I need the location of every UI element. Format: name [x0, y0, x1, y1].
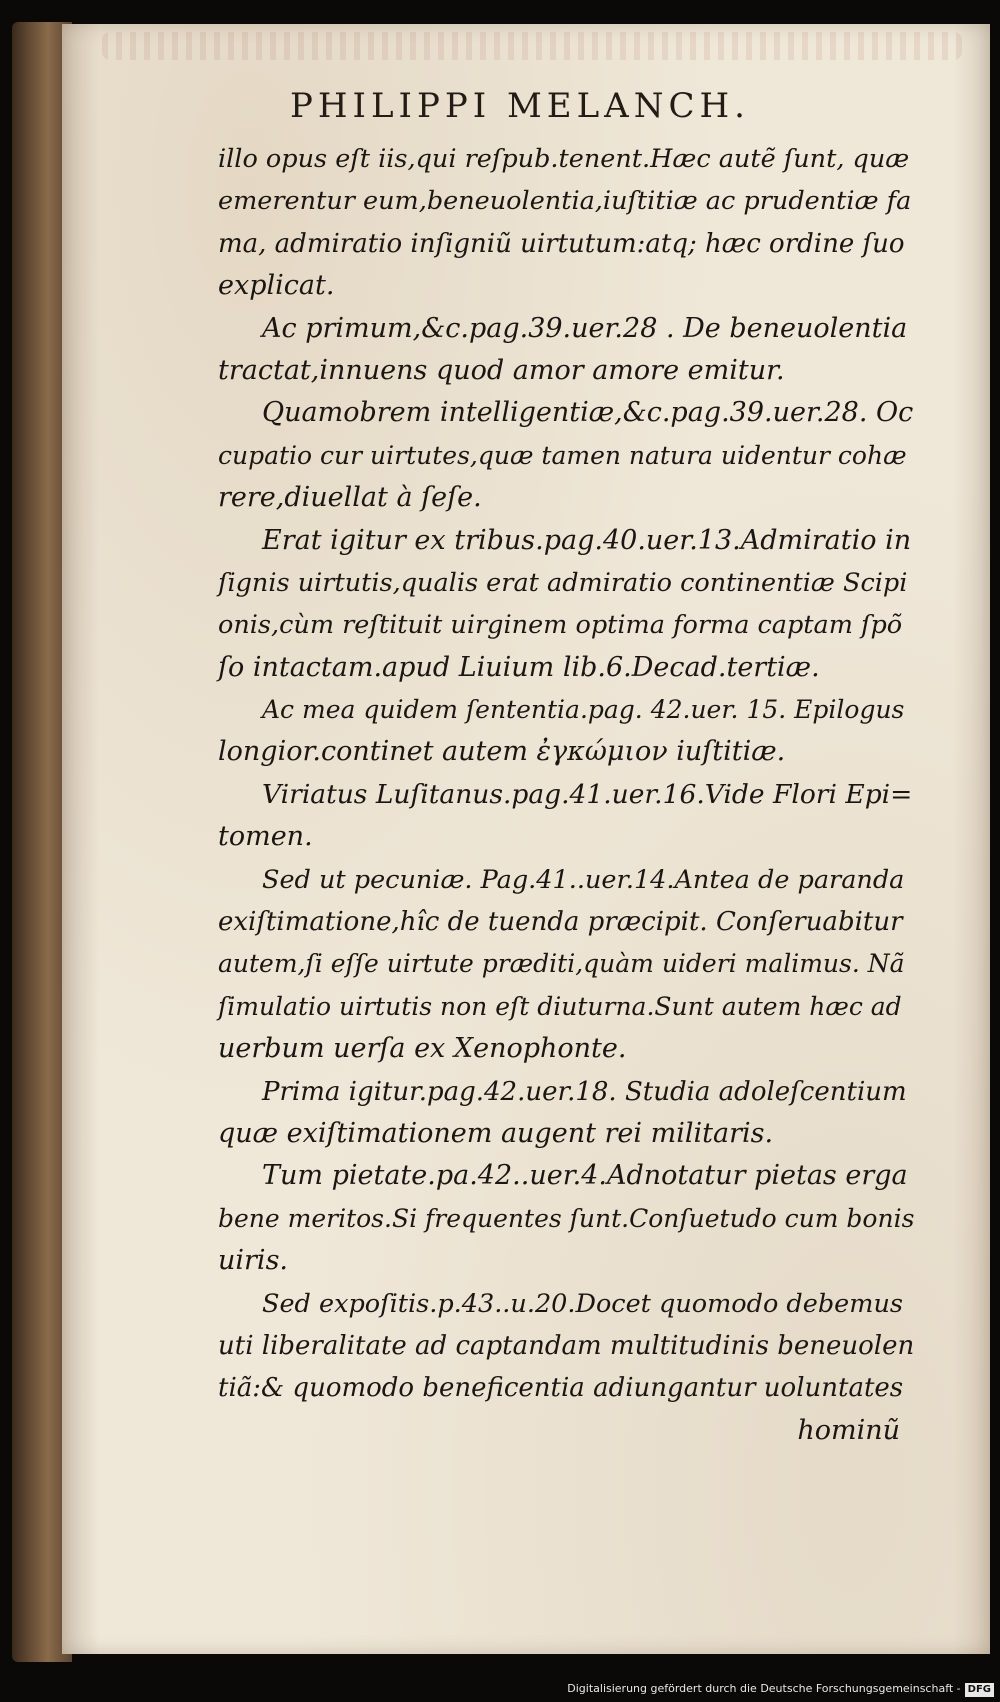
text-line: tomen.	[218, 821, 313, 853]
text-line: quæ exiſtimationem augent rei militaris.	[218, 1117, 774, 1149]
text-line: Viriatus Luſitanus.pag.41.uer.16.Vide Flori Epi=	[262, 778, 913, 810]
text-line: Sed ut pecuniæ. Pag.41..uer.14.Antea de paranda	[262, 864, 905, 895]
text-line: onis,cùm reſtituit uirginem optima forma captam ſpõ	[218, 610, 903, 641]
text-line: uti liberalitate ad captandam multitudinis beneuolen	[218, 1330, 915, 1361]
text-line: cupatio cur uirtutes,quæ tamen natura uidentur cohæ	[218, 440, 907, 470]
text-line: Tum pietate.pa.42..uer.4.Adnotatur pietas erga	[262, 1160, 908, 1192]
digitization-credit	[0, 1682, 994, 1698]
text-line: Prima igitur.pag.42.uer.18. Studia adoleſcentium	[262, 1076, 907, 1107]
text-line: rere,diuellat à ſeſe.	[218, 482, 482, 514]
text-line: Ac primum,&c.pag.39.uer.28 . De beneuolentia	[262, 312, 908, 344]
text-line: emerentur eum,beneuolentia,iuſtitiæ ac prudentiæ fa	[218, 186, 912, 217]
text-line: uiris.	[218, 1245, 289, 1277]
text-line: Quamobrem intelligentiæ,&c.pag.39.uer.28. Oc	[262, 397, 914, 429]
text-line: hominũ	[797, 1414, 900, 1446]
text-line: ma, admiratio inſigniũ uirtutum:atq; hæc ordine ſuo	[218, 228, 905, 259]
page-stain	[102, 32, 962, 60]
text-line: Ac mea quidem ſententia.pag. 42.uer. 15. Epilogus	[262, 695, 905, 725]
text-line: ſimulatio uirtutis non eſt diuturna.Sunt autem hæc ad	[218, 991, 902, 1021]
text-line: tiã:& quomodo beneficentia adiungantur uoluntates	[218, 1373, 904, 1404]
text-line: autem,ſi eſſe uirtute præditi,quàm uideri malimus. Nã	[218, 949, 905, 979]
text-line: tractat,innuens quod amor amore emitur.	[218, 354, 785, 386]
credit-text: Digitalisierung gefördert durch die Deutsche Forschungsgemeinschaft -	[567, 1682, 961, 1695]
text-line: ſignis uirtutis,qualis erat admiratio continentiæ Scipi	[218, 567, 908, 598]
body-text	[218, 138, 914, 1452]
text-line: longior.continet autem ἐγκώμιον iuſtitiæ.	[218, 736, 786, 768]
text-line: Erat igitur ex tribus.pag.40.uer.13.Admiratio in	[262, 524, 912, 556]
text-line: illo opus eſt iis,qui reſpub.tenent.Hæc autẽ ſunt, quæ	[218, 144, 910, 174]
text-line: Sed expoſitis.p.43..u.20.Docet quomodo debemus	[262, 1288, 903, 1319]
dfg-logo: DFG	[965, 1683, 994, 1697]
running-head: PHILIPPI MELANCH.	[290, 86, 750, 126]
text-line: exiſtimatione,hîc de tuenda præcipit. Conſeruabitur	[218, 907, 903, 938]
text-line: ſo intactam.apud Liuium lib.6.Decad.tertiæ.	[218, 651, 820, 683]
text-line: explicat.	[218, 270, 335, 302]
text-line: bene meritos.Si frequentes ſunt.Conſuetudo cum bonis	[218, 1203, 915, 1233]
text-line: uerbum uerſa ex Xenophonte.	[218, 1033, 627, 1065]
